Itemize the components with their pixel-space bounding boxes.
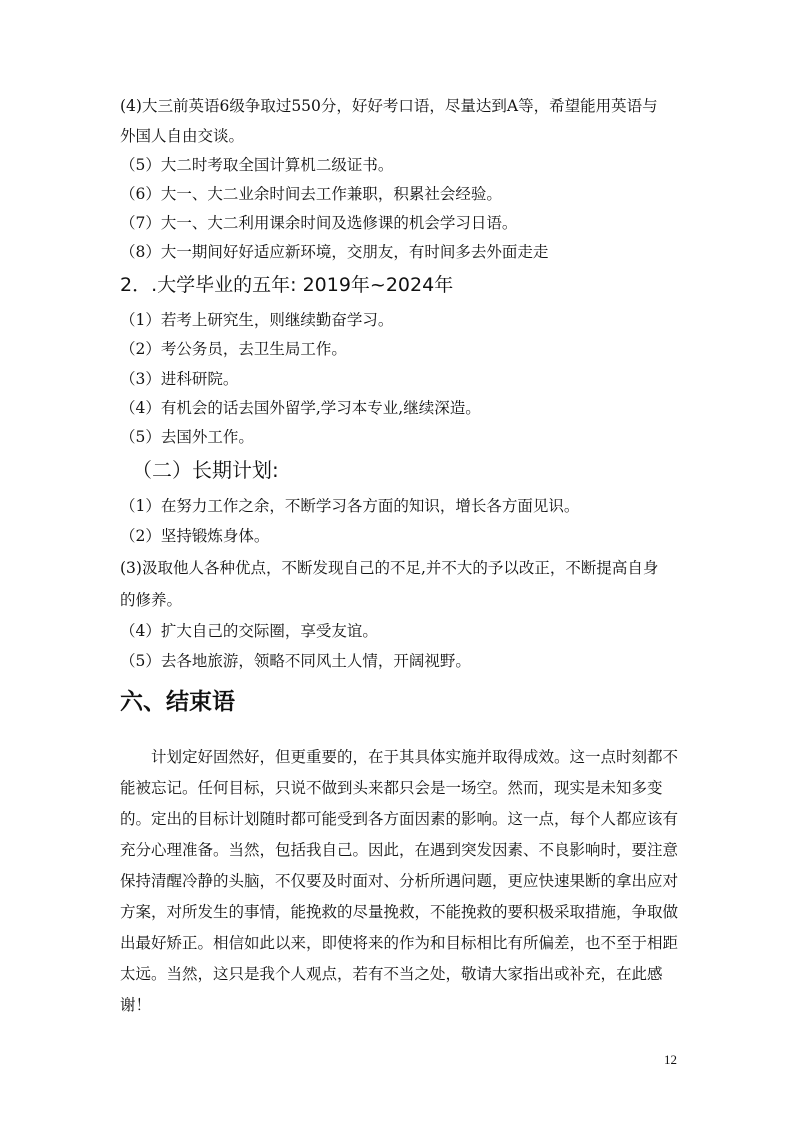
- section-heading: 2．.大学毕业的五年: 2019年~2024年: [120, 274, 454, 296]
- conclusion-text: 计划定好固然好，但更重要的，在于其具体实施并取得成效。这一点时刻都不能被忘记。任何目标，只说不做到头来都只会是一场空。然而，现实是未知多变的。定出的目标计划随时都可能受到各方面因素的影响。这一点，每个人都应该有充分心理准备。当然，包括我自己。因此，在遇到突发因素、不良影响时，要注意保持清醒冷静的头脑，不仅要及时面对、分析所遇问题，更应快速果断的拿出应对方案，对所发生的事情，能挽救的尽量挽救，不能挽救的要积极采取措施，争取做出最好矫正。相信如此以来，即使将来的作为和目标相比有所偏差，也不至于相距太远。当然，这只是我个人观点，若有不当之处，敬请大家指出或补充，在此感谢！: [120, 748, 679, 1014]
- list-item: （5）大二时考取全国计算机二级证书。: [120, 156, 394, 174]
- list-item: （2）考公务员，去卫生局工作。: [120, 340, 347, 358]
- list-item: (4)大三前英语6级争取过550分，好好考口语，尽量达到A等，希望能用英语与: [120, 97, 658, 115]
- page-number: 12: [664, 1052, 677, 1067]
- list-item: （1）在努力工作之余，不断学习各方面的知识，增长各方面见识。: [120, 497, 580, 515]
- conclusion-paragraph: [120, 742, 686, 1021]
- list-item: （7）大一、大二利用课余时间及选修课的机会学习日语。: [120, 214, 518, 232]
- list-item: （2）坚持锻炼身体。: [120, 527, 270, 545]
- list-item: （5）去各地旅游，领略不同风土人情，开阔视野。: [120, 652, 471, 670]
- chapter-heading: 六、结束语: [120, 689, 235, 715]
- subsection-heading: （二）长期计划:: [132, 458, 279, 482]
- list-item: （1）若考上研究生，则继续勤奋学习。: [120, 311, 394, 329]
- list-item: （4）扩大自己的交际圈，享受友谊。: [120, 622, 378, 640]
- list-item: （8）大一期间好好适应新环境，交朋友，有时间多去外面走走: [120, 243, 549, 261]
- list-item: (3)汲取他人各种优点，不断发现自己的不足,并不大的予以改正，不断提高自身: [120, 559, 659, 577]
- list-item: （6）大一、大二业余时间去工作兼职，积累社会经验。: [120, 185, 502, 203]
- list-item: （4）有机会的话去国外留学,学习本专业,继续深造。: [120, 399, 481, 417]
- list-item: 的修养。: [120, 591, 183, 609]
- list-item: （5）去国外工作。: [120, 428, 254, 446]
- list-item: （3）进科研院。: [120, 370, 239, 388]
- list-item: 外国人自由交谈。: [120, 127, 245, 145]
